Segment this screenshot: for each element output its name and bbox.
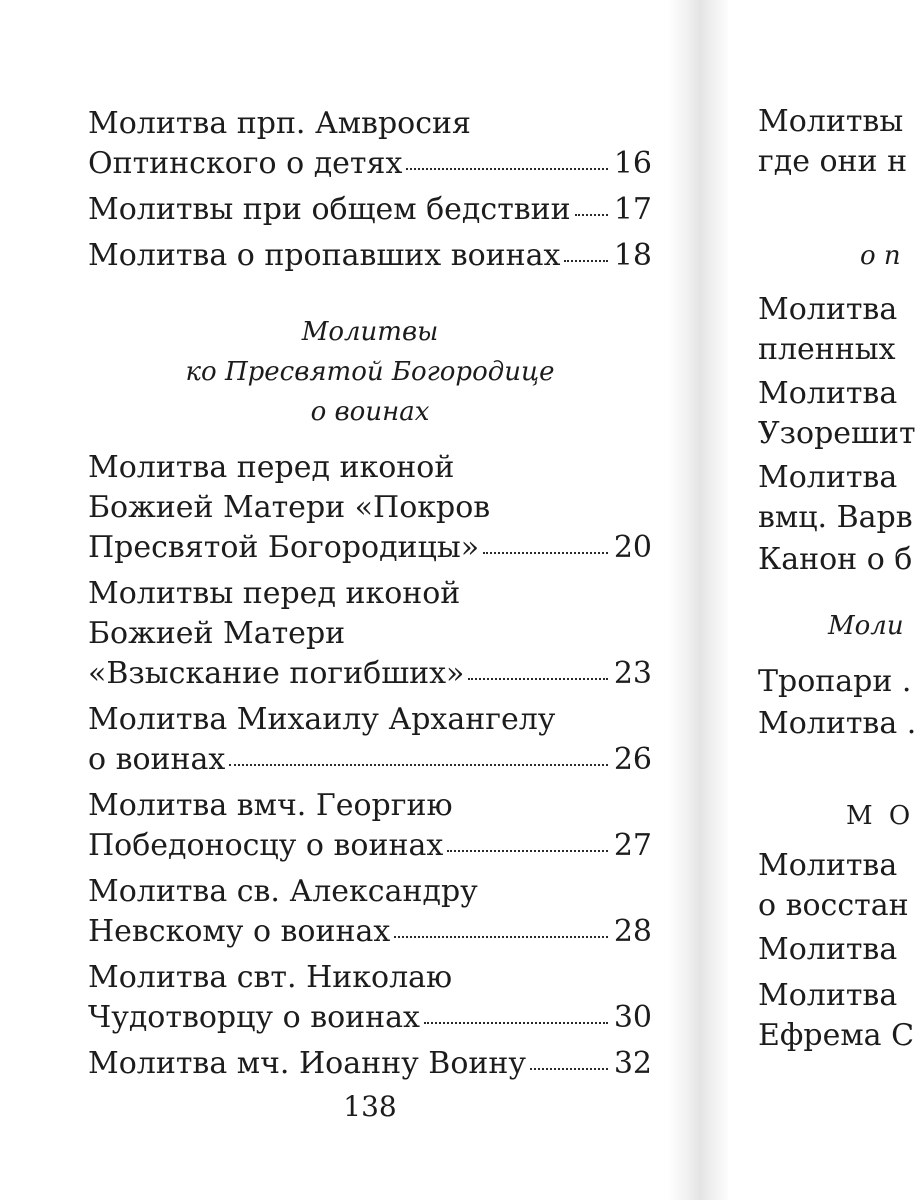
section-heading [88,312,652,432]
toc-entry-line-cropped: Молитва [758,932,898,967]
toc-page-number: 32 [613,1046,652,1081]
toc-entry-line: Божией Матери «Покров [88,490,491,525]
toc-entry-line: Молитва Михаилу Архангелу [88,702,556,737]
toc-entry-line: Божией Матери [88,616,346,651]
toc-entry[interactable] [88,872,652,952]
toc-entry-line-cropped: Молитва [758,292,898,327]
toc-page-number: 16 [613,146,652,181]
toc-page-number: 23 [613,656,652,691]
toc-entry-line-cropped: пленных [758,332,896,367]
toc-entry[interactable] [88,958,652,1038]
toc-entry-line: Молитва св. Александру [88,874,478,909]
section-heading-line: ко Пресвятой Богородице [185,357,555,387]
toc-entry-line-cropped: Канон о б [758,542,913,577]
dot-leader [394,936,608,938]
dot-leader [468,678,607,680]
toc-page-number: 30 [613,1000,652,1035]
section-heading-cropped: о п [860,241,901,271]
folio-page-number: 138 [343,1090,397,1123]
right-page-cropped [728,0,916,1200]
toc-entry-line-cropped: о восстан [758,888,909,923]
toc-entry-line: Невскому о воинах [88,914,391,949]
toc-entry-line-cropped: Молитва [758,460,898,495]
toc-entry-line-cropped: Тропари . [758,664,912,699]
toc-page-number: 20 [613,530,652,565]
toc-entry-line-cropped: Молитва [758,978,898,1013]
toc-entry-line: Оптинского о детях [88,146,403,181]
toc-entry-line: Молитва вмч. Георгию [88,788,453,823]
section-heading-line: о воинах [310,397,430,427]
section-heading-line: Молитвы [301,317,439,347]
dot-leader [447,850,608,852]
toc-entry-line-cropped: Узорешит [758,416,916,451]
toc-entry-line-cropped: Молитва . [758,706,916,741]
dot-leader [406,168,607,170]
toc-page-number: 17 [613,192,652,227]
toc-page-number: 18 [613,238,652,273]
toc-entry[interactable] [88,574,652,694]
toc-entry-line: Чудотворцу о воинах [88,1000,420,1035]
dot-leader [229,764,607,766]
toc-entry-line: «Взыскание погибших» [88,656,465,691]
toc-entry[interactable] [88,700,652,780]
toc-entry-line: Победоносцу о воинах [88,828,444,863]
section-heading-cropped: Моли [828,611,904,641]
toc-entry-line: Молитва свт. Николаю [88,960,453,995]
toc-entry-line: Молитвы при общем бедствии [88,192,571,227]
dot-leader [424,1022,608,1024]
dot-leader [530,1068,608,1070]
toc-entry[interactable] [88,786,652,866]
toc-entry-line: Молитва прп. Амвросия [88,106,471,141]
toc-entry[interactable] [88,236,652,276]
toc-entry-line: Молитва о пропавших воинах [88,238,561,273]
table-of-contents [88,104,652,1090]
dot-leader [575,214,608,216]
toc-entry-line: Пресвятой Богородицы» [88,530,480,565]
toc-entry[interactable] [88,190,652,230]
toc-entry-line-cropped: Молитва [758,376,898,411]
toc-page-number: 28 [613,914,652,949]
toc-entry-line-cropped: вмц. Варв [758,500,913,535]
toc-entry[interactable] [88,104,652,184]
book-gutter [668,0,732,1200]
dot-leader [483,552,608,554]
toc-entry-line: Молитвы перед иконой [88,576,461,611]
dot-leader [564,260,607,262]
toc-entry-line-cropped: где они н [758,144,908,179]
toc-page-number: 26 [613,742,652,777]
toc-entry-line-cropped: Молитвы [758,104,904,139]
toc-entry-line-cropped: Ефрема С [758,1018,915,1053]
toc-entry-line: о воинах [88,742,226,777]
toc-entry-line-cropped: Молитва [758,848,898,883]
toc-entry-line: Молитва перед иконой [88,450,455,485]
toc-entry-line: Молитва мч. Иоанну Воину [88,1046,527,1081]
toc-entry[interactable] [88,448,652,568]
section-heading-cropped: М О [846,801,915,831]
toc-entry[interactable] [88,1044,652,1084]
toc-page-number: 27 [613,828,652,863]
